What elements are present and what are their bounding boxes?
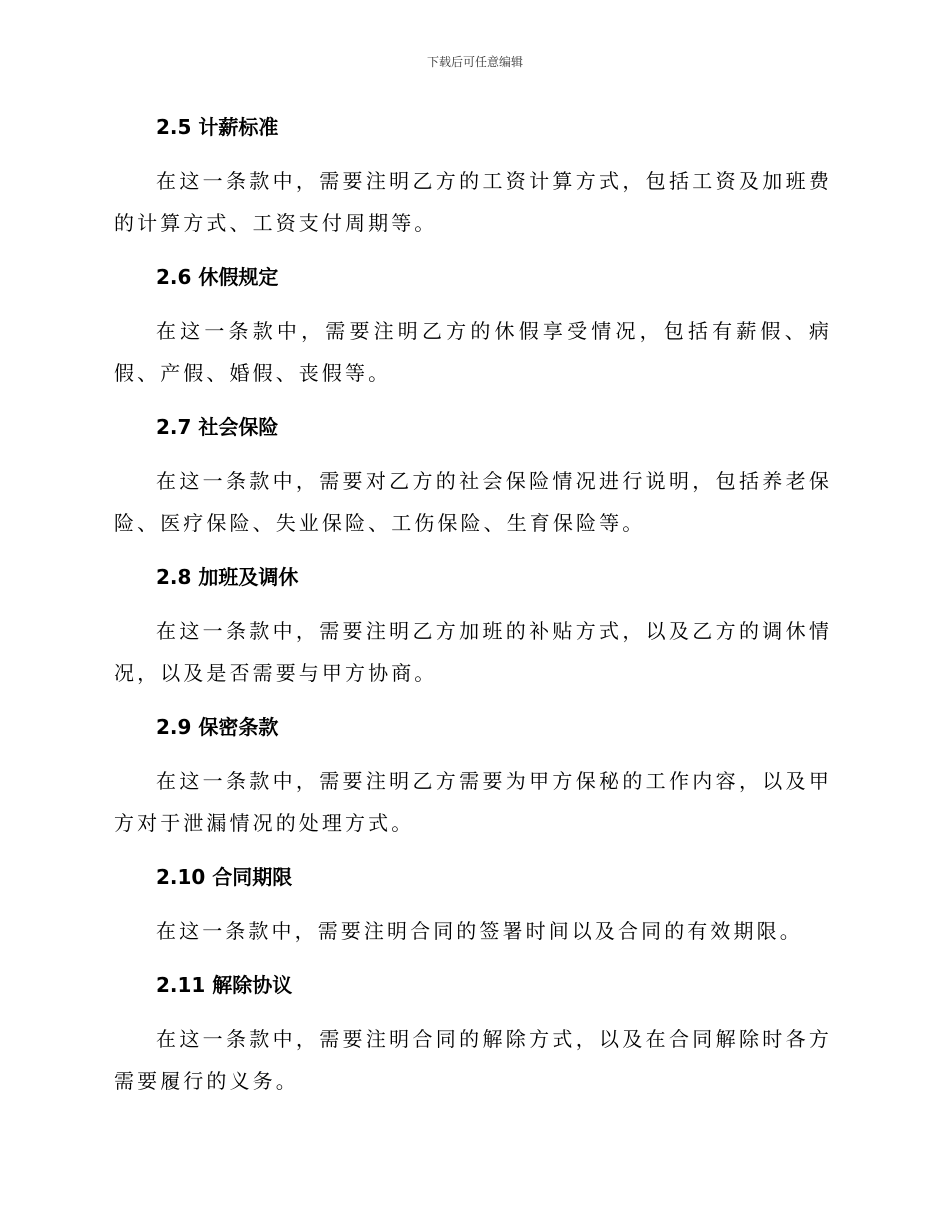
section-2-7 (114, 408, 832, 544)
section-heading: 2.9 保密条款 (156, 715, 279, 739)
section-heading: 2.10 合同期限 (156, 865, 293, 889)
page-header-note: 下载后可任意编辑 (426, 55, 523, 69)
section-2-10 (114, 858, 832, 952)
section-2-8 (114, 558, 832, 694)
section-2-11 (114, 966, 832, 1102)
section-paragraph: 在这一条款中，需要注明合同的解除方式，以及在合同解除时各方需要履行的义务。 (114, 1027, 832, 1093)
section-heading: 2.7 社会保险 (156, 415, 279, 439)
section-paragraph: 在这一条款中，需要对乙方的社会保险情况进行说明，包括养老保险、医疗保险、失业保险、工伤保险、生育保险等。 (114, 469, 832, 535)
section-paragraph: 在这一条款中，需要注明乙方加班的补贴方式，以及乙方的调休情况，以及是否需要与甲方协商。 (114, 619, 832, 685)
section-2-5 (114, 108, 832, 244)
section-2-9 (114, 708, 832, 844)
section-2-6 (114, 258, 832, 394)
section-heading: 2.11 解除协议 (156, 973, 293, 997)
document-body (114, 108, 832, 1116)
section-heading: 2.8 加班及调休 (156, 565, 299, 589)
section-paragraph: 在这一条款中，需要注明乙方的休假享受情况，包括有薪假、病假、产假、婚假、丧假等。 (114, 319, 832, 385)
section-heading: 2.5 计薪标准 (156, 115, 279, 139)
section-paragraph: 在这一条款中，需要注明合同的签署时间以及合同的有效期限。 (156, 919, 803, 943)
section-heading: 2.6 休假规定 (156, 265, 279, 289)
section-paragraph: 在这一条款中，需要注明乙方需要为甲方保秘的工作内容，以及甲方对于泄漏情况的处理方式。 (114, 769, 832, 835)
section-paragraph: 在这一条款中，需要注明乙方的工资计算方式，包括工资及加班费的计算方式、工资支付周期等。 (114, 169, 832, 235)
